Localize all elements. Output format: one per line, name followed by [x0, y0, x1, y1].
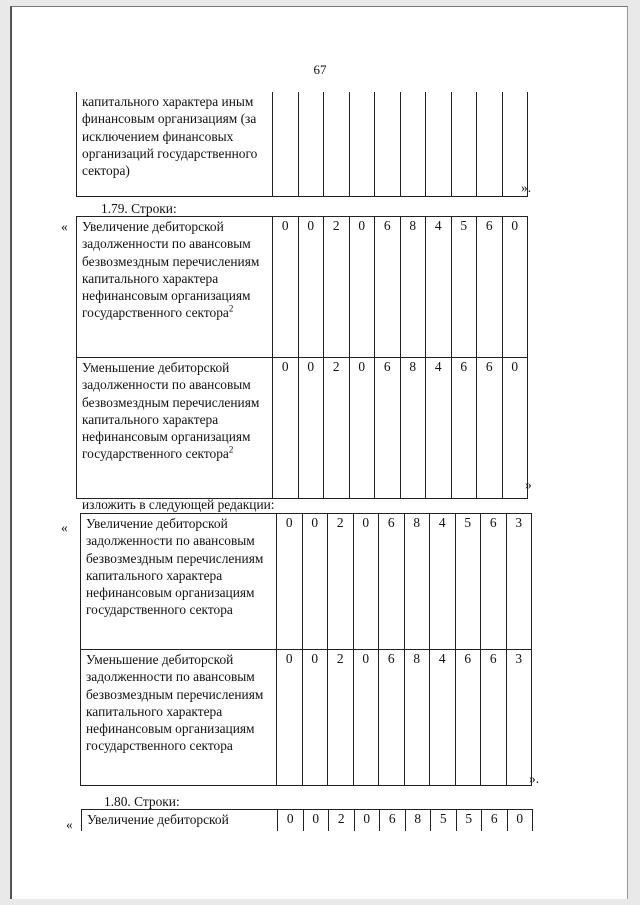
section-179-table [76, 216, 528, 499]
table-row [81, 514, 532, 650]
open-quote: « [66, 817, 73, 832]
continuation-table-block [76, 92, 528, 197]
code-digit: 0 [298, 217, 324, 358]
section-180-table-block [81, 809, 533, 831]
code-digit: 0 [349, 217, 375, 358]
code-digit: 5 [431, 810, 457, 832]
code-digit: 8 [400, 358, 426, 499]
code-digit: 5 [451, 217, 477, 358]
table-row [77, 217, 528, 358]
code-digit: 0 [277, 650, 303, 786]
open-quote: « [61, 219, 68, 234]
code-digit: 6 [451, 358, 477, 499]
code-digit: 5 [456, 810, 482, 832]
code-digit [426, 92, 452, 197]
code-digit: 2 [324, 358, 350, 499]
code-digit: 0 [278, 810, 304, 832]
table-row [82, 810, 533, 832]
section-179-new-table [80, 513, 532, 786]
code-digit: 2 [328, 514, 354, 650]
code-digit: 2 [324, 217, 350, 358]
row-name: Уменьшение дебиторской задолженности по авансовым безвозмездным перечислениям капитального характера нефинансовым организациям государственного сектора [81, 650, 277, 786]
section-180-table [81, 809, 533, 831]
code-digit: 6 [481, 650, 507, 786]
code-digit [477, 92, 503, 197]
code-digit: 6 [379, 514, 405, 650]
code-digit: 6 [375, 358, 401, 499]
code-digit: 6 [477, 217, 503, 358]
code-digit [375, 92, 401, 197]
code-digit: 4 [426, 358, 452, 499]
code-digit: 6 [481, 514, 507, 650]
code-digit: 3 [506, 650, 532, 786]
code-digit: 0 [277, 514, 303, 650]
open-quote: « [61, 520, 68, 535]
code-digit: 0 [303, 810, 329, 832]
code-digit: 8 [404, 650, 430, 786]
page-number: 67 [313, 62, 327, 77]
code-digit [273, 92, 299, 197]
code-digit [349, 92, 375, 197]
code-digit [400, 92, 426, 197]
row-name: Увеличение дебиторской задолженности по авансовым безвозмездным перечислениям капитального характера нефинансовым организациям государственного сектора$^2$ [77, 217, 273, 358]
code-digit: 0 [502, 217, 528, 358]
code-digit: 2 [329, 810, 355, 832]
code-digit: 6 [380, 810, 406, 832]
close-quote: ». [529, 771, 540, 786]
row-name: Увеличение дебиторской задолженности по авансовым безвозмездным перечислениям капитального характера нефинансовым организациям государственного сектора [81, 514, 277, 650]
code-digit: 0 [507, 810, 533, 832]
code-digit: 0 [302, 650, 328, 786]
code-digit: 6 [455, 650, 481, 786]
row-name: Уменьшение дебиторской задолженности по авансовым безвозмездным перечислениям капитального характера нефинансовым организациям государственного сектора$^2$ [77, 358, 273, 499]
code-digit: 0 [354, 810, 380, 832]
code-digit: 6 [482, 810, 508, 832]
code-digit: 6 [477, 358, 503, 499]
code-digit: 4 [426, 217, 452, 358]
section-179-table-block [76, 216, 528, 499]
code-digit: 4 [430, 650, 456, 786]
code-digit: 0 [349, 358, 375, 499]
code-digit: 6 [375, 217, 401, 358]
table-row [77, 358, 528, 499]
code-digit: 3 [506, 514, 532, 650]
code-digit: 0 [502, 358, 528, 499]
section-heading-180: 1.80. Строки: [104, 794, 180, 809]
code-digit [298, 92, 324, 197]
table-row [81, 650, 532, 786]
row-name: капитального характера иным финансовым организациям (за исключением финансовых организаций государственного сектора) [77, 92, 273, 197]
code-digit [324, 92, 350, 197]
code-digit: 4 [430, 514, 456, 650]
code-digit: 0 [273, 217, 299, 358]
code-digit: 8 [400, 217, 426, 358]
row-name: Увеличение дебиторской [82, 810, 278, 832]
code-digit: 0 [302, 514, 328, 650]
code-digit: 6 [379, 650, 405, 786]
section-179-new-table-block [80, 513, 532, 786]
close-quote: ». [521, 180, 532, 195]
table-row [77, 92, 528, 197]
transition-text: изложить в следующей редакции: [82, 497, 275, 512]
code-digit: 2 [328, 650, 354, 786]
code-digit: 8 [405, 810, 431, 832]
section-heading-179: 1.79. Строки: [101, 201, 177, 216]
code-digit: 0 [353, 650, 379, 786]
code-digit: 8 [404, 514, 430, 650]
code-digit: 0 [298, 358, 324, 499]
code-digit: 0 [273, 358, 299, 499]
code-digit: 0 [353, 514, 379, 650]
code-digit: 5 [455, 514, 481, 650]
close-quote: » [525, 477, 532, 492]
continuation-table [76, 92, 528, 197]
code-digit [451, 92, 477, 197]
